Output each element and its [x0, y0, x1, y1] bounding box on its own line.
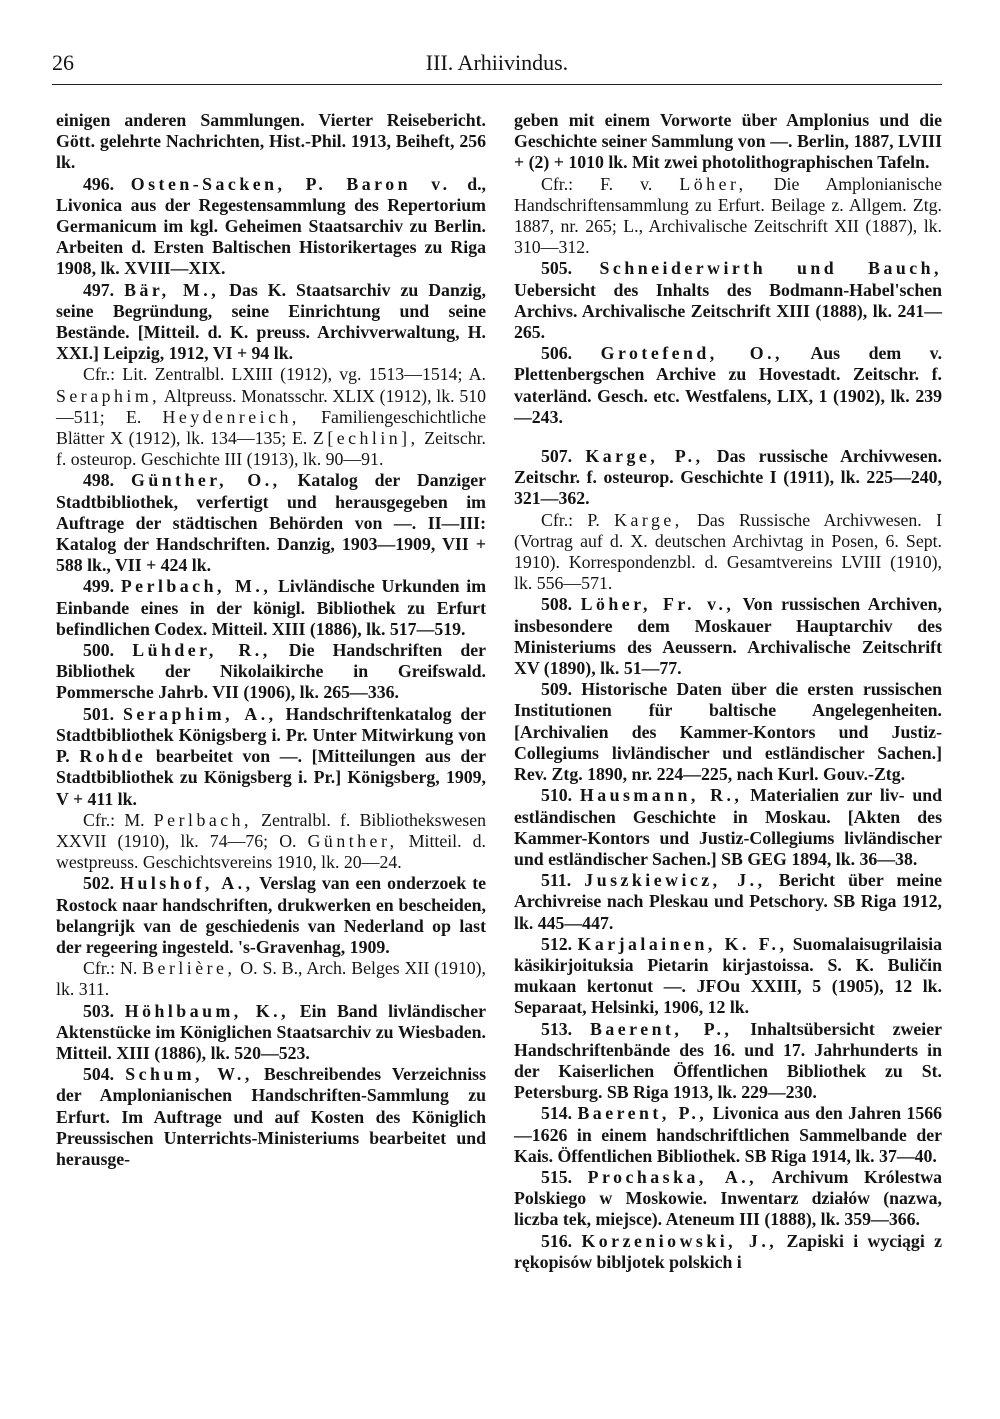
entry-text: Verslag van een onderzoek te Rostock naar handschriften, drukwerken en bescheiden, belangrijk van de geschiedenis van Nederland op last der regeering ingesteld. 's-Gravenhag, 1909.: [56, 873, 487, 957]
bibliography-entry: [514, 1231, 942, 1273]
entry-text: Zapiski i wyciągi z rękopisów bibljotek polskich i: [514, 1230, 942, 1272]
entry-text: 501.: [83, 703, 123, 724]
entry-text: Handschriftenkatalog der Stadtbibliothek Königsberg i. Pr. Unter Mitwirkung von P.: [56, 703, 486, 767]
entry-text: 499.: [83, 576, 121, 597]
entry-text: Zeitschr. f. osteurop. Geschichte III (1913), lk. 90—91.: [56, 428, 486, 470]
entry-text: Mitteil. d. westpreuss. Geschichtsvereins 1910, lk. 20—24.: [56, 830, 486, 873]
bibliography-entry: [514, 594, 942, 679]
entry-text: Livländische Urkunden im Einbande eines in der königl. Bibliothek zu Erfurt befindlichen Codex. Mitteil. XIII (1886), lk. 517—519.: [56, 576, 487, 639]
continued-entry: [56, 110, 486, 174]
author-name: Rohde: [79, 746, 147, 767]
author-name: Günther, O.,: [131, 470, 281, 491]
author-name: Seraphim,: [56, 385, 161, 406]
entry-text: 502.: [83, 873, 121, 894]
author-name: Z[echlin],: [312, 428, 419, 449]
author-name: Löher,: [679, 173, 747, 194]
entry-text: Altpreuss. Monatsschr. XLIX (1912), lk. 510—511; E.: [56, 385, 486, 427]
entry-text: 513.: [541, 1018, 590, 1039]
entry-text: 497.: [83, 279, 125, 300]
entry-text: Zentralbl. f. Bibliothekswesen XXVII (1910), lk. 74—76; O.: [56, 809, 486, 851]
bibliography-entry: [56, 704, 486, 810]
entry-text: 507.: [541, 446, 586, 467]
bibliography-entry: [514, 785, 942, 870]
entry-text: Cfr.: Lit. Zentralbl. LXIII (1912), vg. 1513—1514; A.: [83, 364, 486, 385]
bibliography-entry: [56, 174, 486, 280]
entry-text: 509. Historische Daten über die ersten russischen Institutionen für baltische Angelegenheiten. [Archivalien des Kammer-Kontors und Justiz-Collegiums livländischer und estländischer Sachen.] Rev. Ztg. 1890, nr. 224—225, nach Kurl. Gouv.-Ztg.: [514, 679, 942, 785]
entry-text: Inhaltsübersicht zweier Handschriftenbände des 16. und 17. Jahrhunderts in der Kaiserlichen Öffentlichen Bibliothek zu St. Petersburg. SB Riga 1913, lk. 229—230.: [514, 1018, 942, 1103]
citation-note: [56, 364, 486, 470]
entry-text: Die Amplonianische Handschriftensammlung zu Erfurt. Beilage z. Allgem. Ztg. 1887, nr. 265; L., Archivalische Zeitschrift XII (1887), lk. 310—312.: [514, 173, 942, 258]
entry-text: Katalog der Danziger Stadtbibliothek, verfertigt und herausgegeben im Auftrage der städtischen Behörden von —. II—III: Katalog der Handschriften. Danzig, 1903—1909, VII + 588 lk., VII + 424 lk.: [56, 470, 486, 576]
continued-entry: [514, 110, 942, 174]
entry-text: Cfr.: F. v.: [541, 173, 680, 194]
bibliography-entry: [56, 640, 486, 704]
bibliography-entry: [514, 934, 942, 1019]
entry-text: Das Russische Archivwesen. I (Vortrag auf d. X. deutschen Archivtag in Posen, 6. Sept. 1910). Korrespondenzbl. d. Gesamtvereins LVIII (1910), lk. 556—571.: [514, 509, 942, 594]
bibliography-entry: [514, 870, 942, 934]
bibliography-entry: [514, 258, 942, 343]
bibliography-entry: [56, 1001, 486, 1065]
bibliography-entry: [514, 679, 942, 785]
author-name: Berlière,: [142, 958, 236, 979]
entry-text: einigen anderen Sammlungen. Vierter Reisebericht. Gött. gelehrte Nachrichten, Hist.-Phil. 1913, Beiheft, 256 lk.: [56, 110, 486, 173]
bibliography-entry: [56, 873, 486, 958]
entry-text: Das K. Staatsarchiv zu Danzig, seine Begründung, seine Einrichtung und seine Bestände. [Mitteil. d. K. preuss. Archivverwaltung, H. XXI.] Leipzig, 1912, VI + 94 lk.: [56, 279, 487, 364]
citation-note: [56, 810, 486, 874]
author-name: Korzeniowski, J.,: [581, 1230, 778, 1251]
entry-text: Die Handschriften der Bibliothek der Nikolaikirche in Greifswald. Pommersche Jahrb. VII (1906), lk. 265—336.: [56, 640, 486, 703]
entry-text: O. S. B., Arch. Belges XII (1910), lk. 311.: [56, 958, 486, 1000]
author-name: Bär, M.,: [124, 279, 220, 300]
entry-text: 498.: [83, 470, 131, 491]
entry-text: 514.: [541, 1103, 578, 1124]
entry-text: Von russischen Archiven, insbesondere dem Moskauer Hauptarchiv des Ministeriums des Aeussern. Archivalische Zeitschrift XV (1890), lk. 51—77.: [514, 594, 942, 679]
author-name: Lühder, R.,: [132, 640, 271, 661]
entry-text: d., Livonica aus der Regestensammlung des Repertorium Germanicum im kgl. Geheimen Staatsarchiv zu Berlin. Arbeiten d. Ersten Baltischen Historikertages zu Riga 1908, lk. XVIII—XIX.: [56, 173, 486, 279]
bibliography-entry: [56, 280, 486, 365]
bibliography-entry: [514, 1103, 942, 1167]
entry-text: 510.: [541, 785, 580, 806]
bibliography-entry: [514, 446, 942, 510]
left-column: [56, 110, 486, 1170]
author-name: Perlbach, M.,: [120, 576, 272, 597]
entry-text: Das russische Archivwesen. Zeitschr. f. osteurop. Geschichte I (1911), lk. 225—240, 321—362.: [514, 446, 942, 509]
entry-text: geben mit einem Vorworte über Amplonius und die Geschichte seiner Sammlung von —. Berlin, 1887, LVIII + (2) + 1010 lk. Mit zwei photolithographischen Tafeln.: [514, 110, 942, 173]
bibliography-entry: [514, 343, 942, 428]
entry-text: 496.: [83, 173, 131, 194]
author-name: Seraphim, A.,: [122, 703, 277, 724]
page-header: [52, 50, 942, 82]
author-name: Baerent, P.,: [577, 1103, 708, 1124]
author-name: Schum, W.,: [125, 1064, 253, 1085]
entry-text: 504.: [83, 1064, 126, 1085]
entry-text: 511.: [541, 870, 585, 891]
entry-text: 506.: [541, 343, 601, 364]
author-name: Hulshof, A.,: [120, 873, 254, 894]
entry-text: 508.: [541, 594, 581, 615]
author-name: Grotefend, O.,: [600, 343, 783, 364]
entry-text: Beschreibendes Verzeichniss der Amplonianischen Handschriften-Sammlung zu Erfurt. Im Auftrage und auf Kosten des Königlich Preussischen Unterrichts-Ministeriums bearbeitet und herausge-: [56, 1064, 487, 1169]
running-title: III. Arhiivindus.: [425, 50, 569, 75]
entry-text: 500.: [83, 640, 133, 661]
author-name: Osten-Sacken, P. Baron v.: [130, 173, 451, 194]
right-column: [514, 110, 942, 1273]
author-name: Löher, Fr. v.,: [580, 594, 735, 615]
author-name: Karge,: [614, 509, 683, 530]
author-name: Hausmann, R.,: [579, 785, 743, 806]
bibliography-entry: [514, 1019, 942, 1104]
entry-text: Bericht über meine Archivreise nach Pleskau und Petschory. SB Riga 1912, lk. 445—447.: [514, 870, 942, 933]
entry-text: 505.: [541, 258, 600, 279]
bibliography-entry: [56, 470, 486, 576]
entry-text: Ein Band livländischer Aktenstücke im Königlichen Staatsarchiv zu Wiesbaden. Mitteil. XIII (1886), lk. 520—523.: [56, 1000, 486, 1063]
author-name: Prochaska, A.,: [587, 1166, 758, 1187]
entry-text: Materialien zur liv- und estländischen Geschichte in Moskau. [Akten des Kammer-Kontors und Justiz-Collegiums livländischer und estländischer Sachen.] SB GEG 1894, lk. 36—38.: [514, 785, 943, 869]
entry-text: Cfr.: N.: [83, 958, 143, 979]
author-name: Günther,: [307, 830, 398, 851]
bibliography-entry: [56, 576, 486, 640]
entry-text: 512.: [541, 933, 578, 954]
author-name: Karge, P.,: [585, 446, 704, 467]
author-name: Höhlbaum, K.,: [124, 1000, 290, 1021]
bibliography-entry: [56, 1064, 486, 1170]
author-name: Juszkiewicz, J.,: [584, 870, 766, 891]
entry-text: Livonica aus den Jahren 1566—1626 in einem handschriftlichen Sammelbande der Kais. Öffentlichen Bibliothek. SB Riga 1914, lk. 37—40.: [514, 1103, 942, 1166]
bibliography-entry: [514, 1167, 942, 1231]
entry-text: Suomalaisugrilaisia käsikirjoituksia Pietarin kirjastoissa. S. K. Buličin mukaan kertonut —. JFOu XXIII, 5 (1905), 12 lk. Separaat, Helsinki, 1906, 12 lk.: [514, 933, 942, 1018]
author-name: Schneiderwirth und Bauch,: [599, 258, 942, 279]
citation-note: [56, 958, 486, 1000]
author-name: Heydenreich,: [162, 406, 300, 427]
page-number: 26: [52, 50, 74, 75]
citation-note: [514, 510, 942, 595]
entry-text: Archivum Królestwa Polskiego w Moskowie. Inwentarz działów (nazwa, liczba tek, miejsce). Ateneum III (1888), lk. 359—366.: [514, 1166, 942, 1230]
citation-note: [514, 174, 942, 259]
author-name: Karjalainen, K. F.,: [577, 933, 788, 954]
entry-text: 516.: [541, 1230, 582, 1251]
entry-text: bearbeitet von —. [Mitteilungen aus der Stadtbibliothek zu Königsberg i. Pr.] Königsberg, 1909, V + 411 lk.: [56, 746, 487, 809]
author-name: Baerent, P.,: [590, 1018, 733, 1039]
header-rule: [52, 84, 942, 85]
author-name: Perlbach,: [153, 809, 252, 830]
entry-text: 515.: [541, 1166, 588, 1187]
entry-text: Familiengeschichtliche Blätter X (1912), lk. 134—135; E.: [56, 406, 486, 449]
entry-text: 503.: [83, 1000, 125, 1021]
entry-text: Aus dem v. Plettenbergschen Archive zu Hovestadt. Zeitschr. f. vaterländ. Gesch. etc. Westfalens, LIX, 1 (1902), lk. 239—243.: [514, 343, 943, 427]
entry-text: Uebersicht des Inhalts des Bodmann-Habel'schen Archivs. Archivalische Zeitschrift XIII (1888), lk. 241—265.: [514, 279, 942, 343]
entry-text: Cfr.: M.: [83, 809, 154, 830]
entry-text: Cfr.: P.: [541, 509, 615, 530]
